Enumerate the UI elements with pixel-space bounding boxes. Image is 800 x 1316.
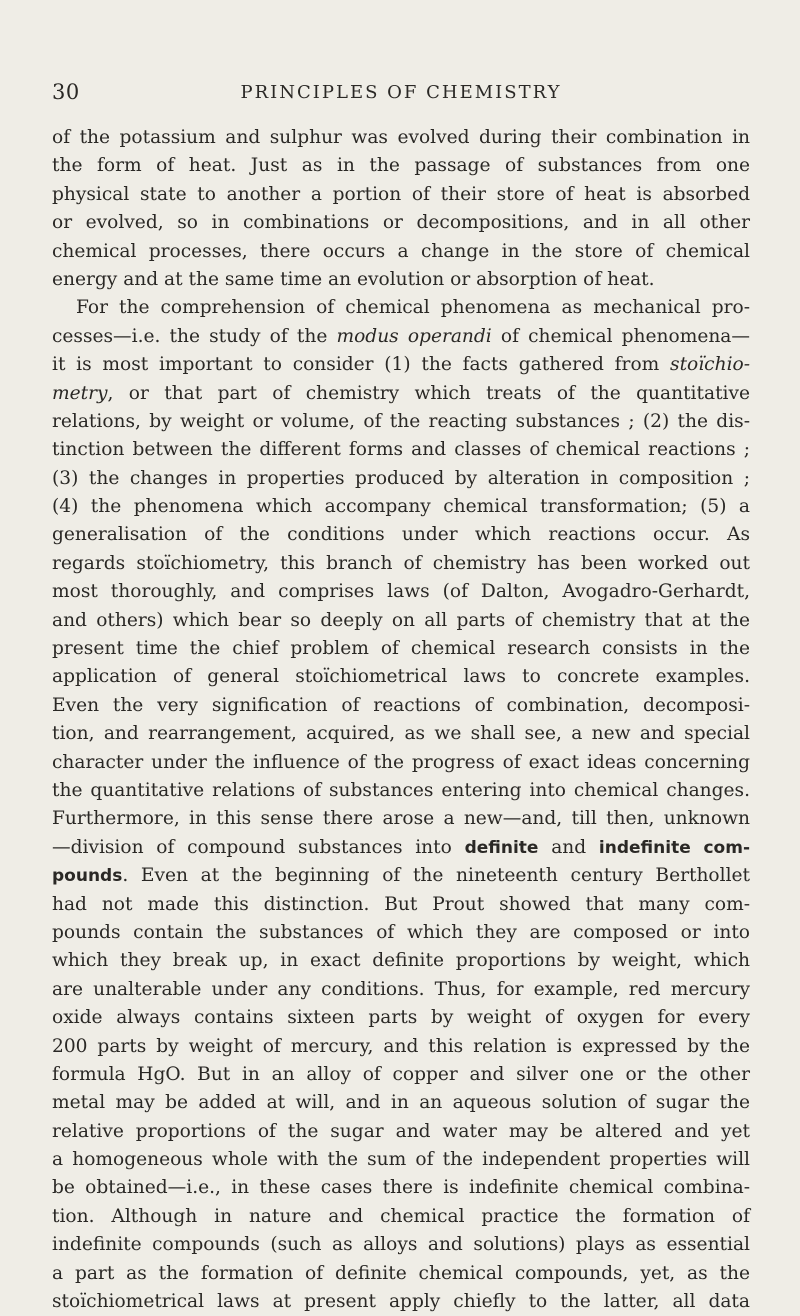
text-line: present time the chief problem of chemical research consists in the bbox=[52, 638, 750, 660]
text-line: (4) the phenomena which accompany chemical transformation; (5) a bbox=[52, 496, 750, 518]
text-line: which they break up, in exact definite proportions by weight, which bbox=[52, 950, 750, 972]
bold-term: indefinite com- bbox=[598, 837, 750, 858]
text-line: generalisation of the conditions under which reactions occur. As bbox=[52, 524, 750, 546]
text-line: tion, and rearrangement, acquired, as we shall see, a new and special bbox=[52, 723, 750, 745]
text-line: energy and at the same time an evolution or absorption of heat. bbox=[52, 268, 655, 290]
page-header bbox=[52, 80, 732, 110]
text-line: formula HgO. But in an alloy of copper and silver one or the other bbox=[52, 1063, 750, 1085]
text-line: chemical processes, there occurs a change in the store of chemical bbox=[52, 240, 750, 262]
text-line: 200 parts by weight of mercury, and this relation is expressed by the bbox=[52, 1035, 750, 1057]
paragraph-start: For the comprehension of chemical phenomena as mechanical pro- bbox=[76, 297, 750, 319]
body-text bbox=[52, 124, 750, 1316]
text-line: (3) the changes in properties produced by alteration in composition ; bbox=[52, 467, 750, 489]
text-line: of the potassium and sulphur was evolved during their combination in bbox=[52, 127, 750, 148]
text-line: Even the very signification of reactions of combination, decomposi- bbox=[52, 694, 750, 716]
running-title: PRINCIPLES OF CHEMISTRY bbox=[240, 82, 562, 103]
text-line: it is most important to consider (1) the facts gathered from stoïchio- bbox=[52, 354, 750, 376]
text-line: or evolved, so in combinations or decompositions, and in all other bbox=[52, 212, 750, 234]
text-line: Furthermore, in this sense there arose a new—and, till then, unknown bbox=[52, 808, 750, 830]
text-line: cesses—i.e. the study of the modus operandi of chemical phenomena— bbox=[52, 325, 750, 347]
text-line: application of general stoïchiometrical laws to concrete examples. bbox=[52, 666, 750, 688]
text-line: a part as the formation of definite chemical compounds, yet, as the bbox=[52, 1262, 750, 1284]
page-number: 30 bbox=[52, 80, 80, 104]
italic-term: modus operandi bbox=[336, 325, 492, 347]
text-line: character under the influence of the progress of exact ideas concerning bbox=[52, 751, 750, 773]
italic-term: stoïchio- bbox=[670, 354, 750, 376]
text-line: indefinite compounds (such as alloys and solutions) plays as essential bbox=[52, 1234, 750, 1256]
text-line: tinction between the different forms and classes of chemical reactions ; bbox=[52, 439, 750, 461]
italic-term: metry bbox=[52, 382, 108, 404]
text-line: are unalterable under any conditions. Thus, for example, red mercury bbox=[52, 978, 750, 1000]
text-line: had not made this distinction. But Prout showed that many com- bbox=[52, 893, 750, 915]
text-line: regards stoïchiometry, this branch of chemistry has been worked out bbox=[52, 552, 750, 574]
text-line: physical state to another a portion of their store of heat is absorbed bbox=[52, 183, 750, 205]
text-line: metry, or that part of chemistry which treats of the quantitative bbox=[52, 382, 750, 404]
text-line: pounds. Even at the beginning of the nineteenth century Berthollet bbox=[52, 865, 750, 887]
text-line: be obtained—i.e., in these cases there is indefinite chemical combina- bbox=[52, 1177, 750, 1199]
text-line: relative proportions of the sugar and water may be altered and yet bbox=[52, 1120, 750, 1142]
text-line: tion. Although in nature and chemical practice the formation of bbox=[52, 1205, 750, 1227]
text-line: most thoroughly, and comprises laws (of Dalton, Avogadro-Gerhardt, bbox=[52, 581, 750, 603]
bold-term: definite bbox=[464, 837, 539, 858]
text-line: metal may be added at will, and in an aqueous solution of sugar the bbox=[52, 1092, 750, 1114]
text-line: relations, by weight or volume, of the reacting substances ; (2) the dis- bbox=[52, 410, 750, 432]
text-line: the quantitative relations of substances entering into chemical changes. bbox=[52, 779, 750, 801]
text-line: and others) which bear so deeply on all parts of chemistry that at the bbox=[52, 609, 750, 631]
bold-term: pounds bbox=[52, 866, 123, 887]
text-line: oxide always contains sixteen parts by weight of oxygen for every bbox=[52, 1007, 750, 1029]
text-line: a homogeneous whole with the sum of the independent properties will bbox=[52, 1149, 750, 1171]
text-line: stoïchiometrical laws at present apply chiefly to the latter, all data bbox=[52, 1291, 750, 1313]
text-line: —division of compound substances into definite and indefinite com- bbox=[52, 836, 750, 858]
text-line: the form of heat. Just as in the passage of substances from one bbox=[52, 155, 750, 177]
text-line: pounds contain the substances of which they are composed or into bbox=[52, 921, 750, 943]
